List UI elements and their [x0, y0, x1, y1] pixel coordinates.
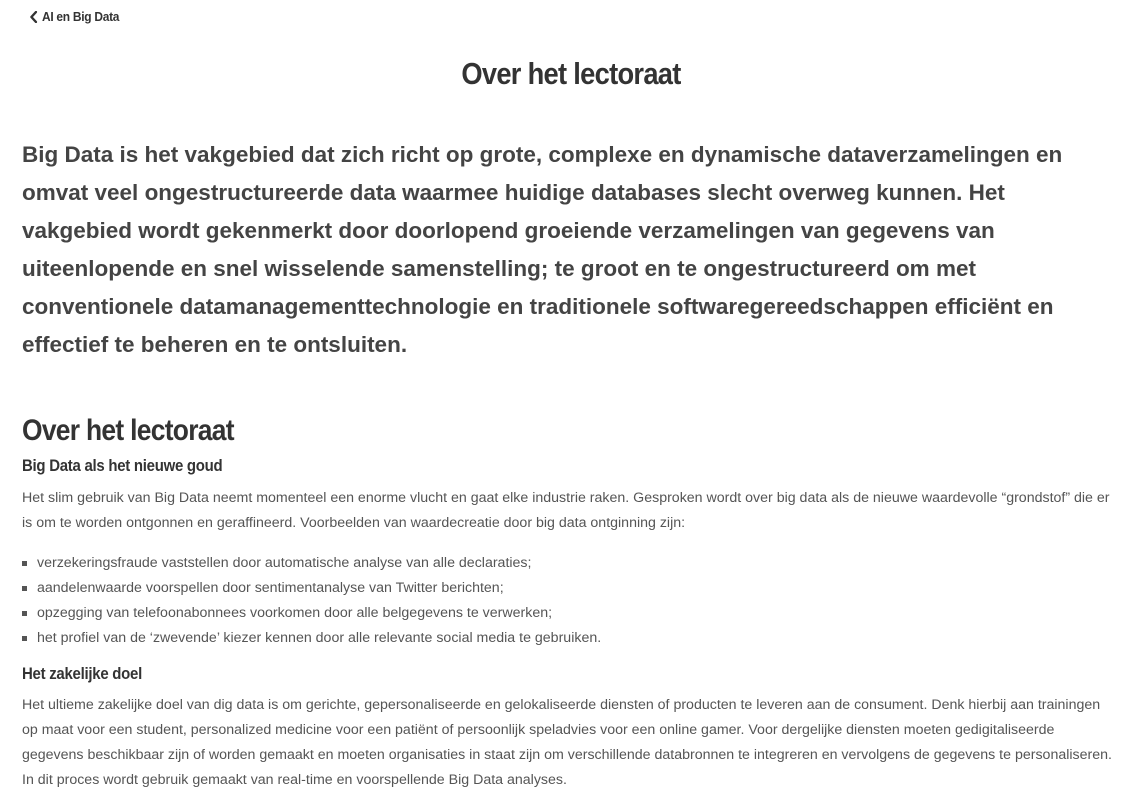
examples-list	[22, 551, 601, 651]
list-item-text: verzekeringsfraude vaststellen door automatische analyse van alle declaraties;	[37, 555, 532, 571]
square-bullet-icon	[22, 561, 27, 566]
list-item	[22, 576, 601, 601]
subsection-text-nieuwe-goud: Het slim gebruik van Big Data neemt momenteel een enorme vlucht en gaat elke industrie raken. Gesproken wordt over big data als de nieuwe waardevolle “grondstof” die er is om te worden ontgonnen en geraffineerd. Voorbeelden van waardecreatie door big data ontginning zijn:	[22, 490, 1110, 531]
list-item	[22, 551, 601, 576]
square-bullet-icon	[22, 636, 27, 641]
back-link-label: AI en Big Data	[41, 9, 120, 24]
list-item-text: het profiel van de ‘zwevende’ kiezer kennen door alle relevante social media te gebruiken.	[37, 630, 602, 646]
square-bullet-icon	[22, 611, 27, 616]
subsection-title-nieuwe-goud: Big Data als het nieuwe goud	[22, 456, 223, 475]
chevron-left-icon	[30, 11, 37, 23]
list-item	[22, 601, 601, 626]
square-bullet-icon	[22, 586, 27, 591]
list-item	[22, 626, 601, 651]
subsection-text-zakelijke-doel: Het ultieme zakelijke doel van dig data is om gerichte, gepersonaliseerde en gelokaliseerde diensten of producten te leveren aan de consument. Denk hierbij aan trainingen op maat voor een student, personalized medicine voor een patiënt of persoonlijk speladvies voor een online gamer. Voor dergelijke diensten moeten gedigitaliseerde gegevens beschikbaar zijn of worden gemaakt en moeten organisaties in staat zijn om verschillende databronnen te integreren en vervolgens de gegevens te personaliseren. In dit proces wordt gebruik gemaakt van real-time en voorspellende Big Data analyses.	[22, 697, 1112, 788]
list-item-text: opzegging van telefoonabonnees voorkomen door alle belgegevens te verwerken;	[37, 605, 553, 621]
back-link-ai-en-big-data[interactable]	[30, 9, 119, 24]
subsection-title-zakelijke-doel: Het zakelijke doel	[22, 664, 142, 683]
section-title: Over het lectoraat	[22, 414, 234, 447]
page-title: Over het lectoraat	[461, 56, 681, 91]
list-item-text: aandelenwaarde voorspellen door sentimentanalyse van Twitter berichten;	[37, 580, 504, 596]
intro-paragraph: Big Data is het vakgebied dat zich richt op grote, complexe en dynamische dataverzamelingen en omvat veel ongestructureerde data waarmee huidige databases slecht overweg kunnen. Het vakgebied wordt gekenmerkt door doorlopend groeiende verzamelingen van gegevens van uiteenlopende en snel wisselende samenstelling; te groot en te ongestructureerd om met conventionele datamanagementtechnologie en traditionele softwaregereedschappen efficiënt en effectief te beheren en te ontsluiten.	[22, 142, 1063, 357]
